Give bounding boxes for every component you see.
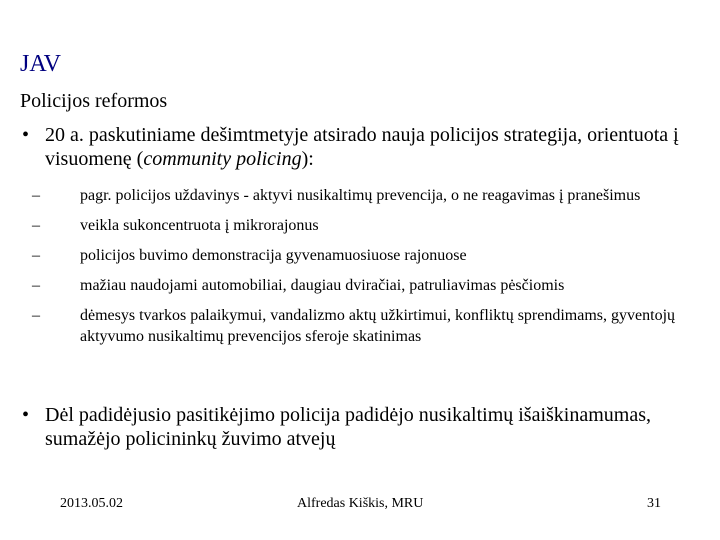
- footer-page-number: 31: [647, 496, 661, 511]
- sub-bullet-item: [32, 185, 692, 206]
- dash-marker: –: [32, 217, 40, 234]
- bullet-text-italic: community policing: [143, 148, 302, 170]
- sub-bullet-text: pagr. policijos uždavinys - aktyvi nusikaltimų prevencija, o ne reagavimas į pranešimus: [80, 187, 641, 204]
- bullet-item: [22, 123, 702, 171]
- sub-bullet-text: mažiau naudojami automobiliai, daugiau dviračiai, patruliavimas pėsčiomis: [80, 277, 565, 294]
- slide-title: JAV: [20, 51, 61, 77]
- footer-date: 2013.05.02: [60, 496, 123, 511]
- dash-marker: –: [32, 277, 40, 294]
- sub-bullet-item: [32, 215, 692, 236]
- sub-bullet-item: [32, 245, 692, 266]
- bullet-text-part: 20 a. paskutiniame dešimtmetyje atsirado nauja policijos strategija, orientuota į visuomenę (: [45, 124, 679, 170]
- sub-bullet-text: policijos buvimo demonstracija gyvenamuosiuose rajonuose: [80, 247, 467, 264]
- footer-author: Alfredas Kiškis, MRU: [297, 496, 424, 511]
- bullet-text: Dėl padidėjusio pasitikėjimo policija padidėjo nusikaltimų išaiškinamumas, sumažėjo policininkų žuvimo atvejų: [45, 404, 652, 450]
- bullet-marker: •: [22, 404, 30, 426]
- dash-marker: –: [32, 187, 40, 204]
- sub-bullet-text: veikla sukoncentruota į mikrorajonus: [80, 217, 319, 234]
- sub-bullet-list: [32, 185, 692, 356]
- sub-bullet-text: dėmesys tvarkos palaikymui, vandalizmo aktų užkirtimui, konfliktų sprendimams, gyventojų aktyvumo nusikaltimų prevencijos sferoje skatinimas: [80, 307, 676, 345]
- dash-marker: –: [32, 247, 40, 264]
- bullet-text: [22, 123, 702, 171]
- dash-marker: –: [32, 307, 40, 324]
- bullet-item: [22, 403, 702, 451]
- sub-bullet-item: [32, 305, 692, 347]
- bullet-marker: •: [22, 124, 30, 146]
- bullet-text-part: ):: [301, 148, 314, 170]
- slide-subtitle: Policijos reformos: [20, 90, 168, 112]
- sub-bullet-item: [32, 275, 692, 296]
